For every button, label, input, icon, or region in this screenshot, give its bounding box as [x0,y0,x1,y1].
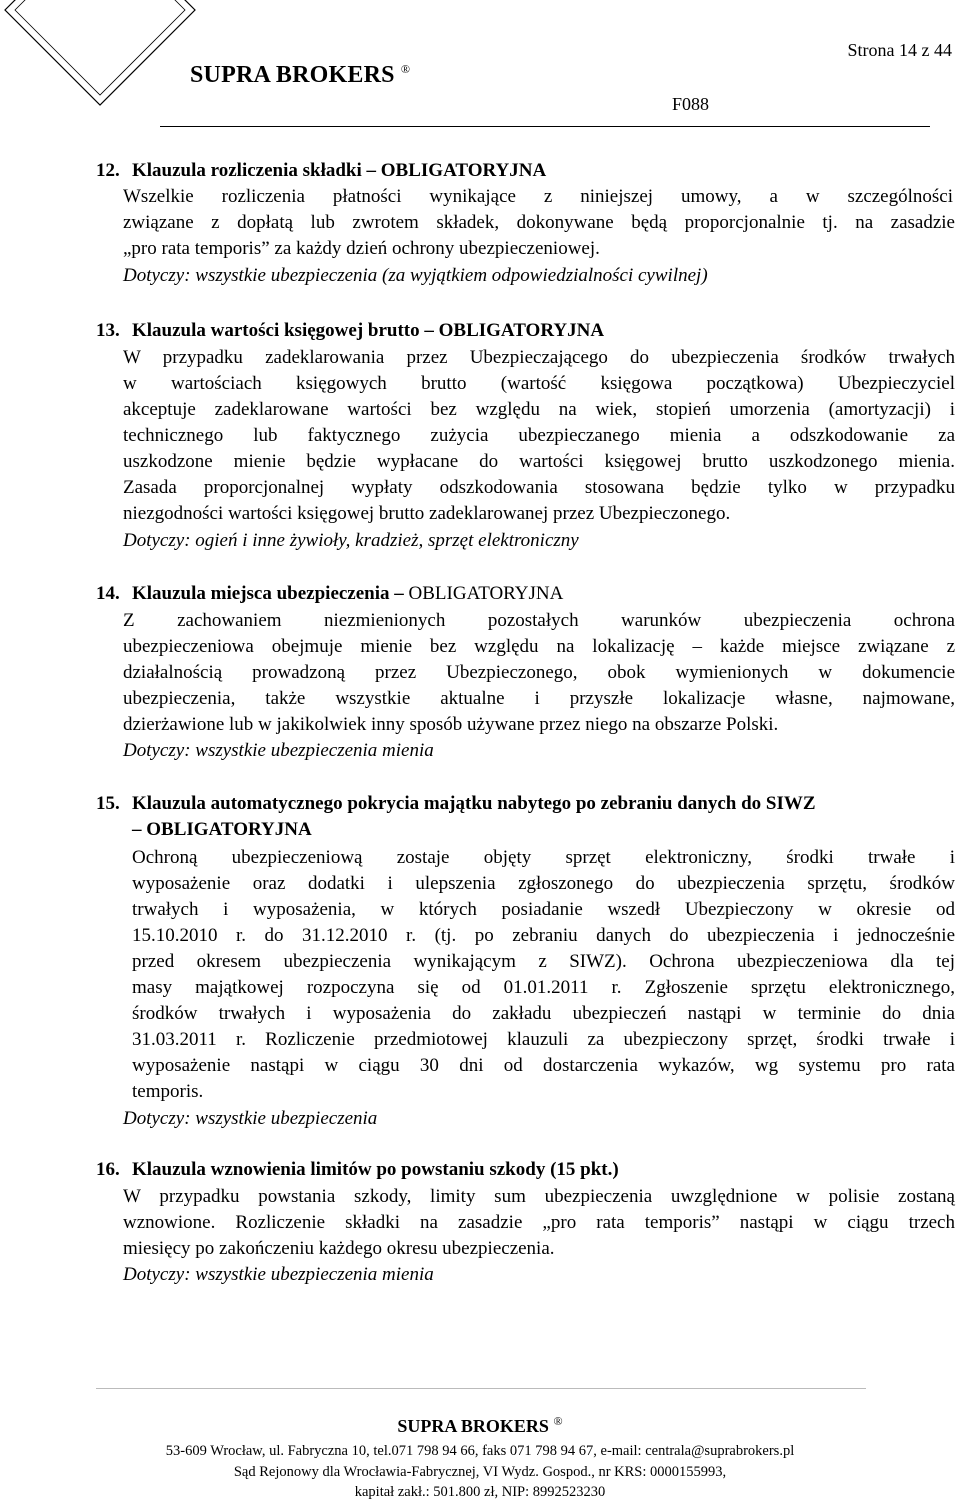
clause-text-line: przed okresem ubezpieczenia wynikającym z SIWZ). Ochrona ubezpieczeniowa dla tej [132,951,955,972]
clause-text-line: ubezpieczenia, także wszystkie aktualne i przyszłe lokalizacje własne, najmowane, [123,688,955,709]
clause-text-line: wyposażenie nastąpi w ciągu 30 dni od dostarczenia wykazów, wg systemu pro rata [132,1055,955,1076]
clause-title: Klauzula wartości księgowej brutto – OBLIGATORYJNA [132,320,605,341]
company-logo-diamond [0,0,200,175]
clause-title-continued: – OBLIGATORYJNA [132,819,312,840]
clause-applies: Dotyczy: wszystkie ubezpieczenia [123,1108,378,1129]
clause-text-line: Ochroną ubezpieczeniową zostaje objęty sprzęt elektroniczny, środki trwałe i [132,847,955,868]
clause-title: Klauzula wznowienia limitów po powstaniu szkody (15 pkt.) [132,1159,619,1180]
footer-rule [96,1388,866,1389]
registered-mark: ® [400,62,411,76]
clause-text-line: związane z dopłatą lub zwrotem składek, dokonywane będą proporcjonalnie tj. na zasadzie [123,212,955,233]
clause-text-line: „pro rata temporis” za każdy dzień ochrony ubezpieczeniowej. [123,238,600,259]
clause-text-line: Zasada proporcjonalnej wypłaty odszkodowania stosowana będzie tylko w przypadku [123,477,955,498]
clause-number: 15. [96,793,120,814]
clause-text-line: trwałych i wyposażenia, w których posiadanie wszedł Ubezpieczony w okresie od [132,899,955,920]
clause-title: Klauzula automatycznego pokrycia majątku nabytego po zebraniu danych do SIWZ [132,793,816,814]
clause-title: Klauzula miejsca ubezpieczenia – OBLIGATORYJNA [132,583,564,604]
clause-text-line: uszkodzone mienie będzie wypłacane do wartości księgowej brutto uszkodzonego mienia. [123,451,955,472]
clause-title: Klauzula rozliczenia składki – OBLIGATORYJNA [132,160,547,181]
clause-text-line: wyposażenie oraz dodatki i ulepszenia zgłoszonego do ubezpieczenia sprzętu, środków [132,873,955,894]
clause-text-line: niezgodności wartości księgowej brutto zadeklarowanej przez Ubezpieczonego. [123,503,731,524]
clause-text-line: W przypadku powstania szkody, limity sum ubezpieczenia uwzględnione w polisie zostaną [123,1186,955,1207]
clause-text-line: środków trwałych i wyposażenia do zakładu ubezpieczeń nastąpi w terminie do dnia [132,1003,955,1024]
clause-text-line: w wartościach księgowych brutto (wartość księgowa początkowa) Ubezpieczyciel [123,373,955,394]
clause-text-line: Wszelkie rozliczenia płatności wynikające z niniejszej umowy, a w szczególności [123,186,953,207]
clause-text-line: Z zachowaniem niezmienionych pozostałych warunków ubezpieczenia ochrona [123,610,955,631]
clause-number: 14. [96,583,120,604]
document-code: F088 [672,94,710,114]
clause-applies: Dotyczy: wszystkie ubezpieczenia mienia [123,1264,434,1285]
clause-text-line: masy majątkowej rozpoczyna się od 01.01.2011 r. Zgłoszenie sprzętu elektronicznego, [132,977,955,998]
clause-text-line: działalnością prowadzoną przez Ubezpieczonego, obok wymienionych w dokumencie [123,662,955,683]
registered-mark: ® [553,1414,563,1428]
clause-text-line: akceptuje zadeklarowane wartości bez względu na wiek, stopień umorzenia (amortyzacji) i [123,399,955,420]
header-brand: SUPRA BROKERS ® [190,62,411,88]
clause-text-line: 15.10.2010 r. do 31.12.2010 r. (tj. po zebraniu danych do ubezpieczenia i jednocześnie [132,925,955,946]
footer-address: 53-609 Wrocław, ul. Fabryczna 10, tel.071 798 94 66, faks 071 798 94 67, e-mail: centrala@suprabrokers.pl [165,1443,795,1459]
clause-text-line: technicznego lub faktycznego zużycia ubezpieczanego mienia a odszkodowanie za [123,425,955,446]
footer-court-registration: Sąd Rejonowy dla Wrocławia-Fabrycznej, VI Wydz. Gospod., nr KRS: 0000155993, [233,1464,727,1480]
clause-text-line: temporis. [132,1081,204,1102]
clause-text-line: dzierżawione lub w jakikolwiek inny sposób używane przez niego na obszarze Polski. [123,714,779,735]
page-number: Strona 14 z 44 [847,40,952,60]
clause-applies: Dotyczy: wszystkie ubezpieczenia mienia [123,740,434,761]
clause-applies: Dotyczy: wszystkie ubezpieczenia (za wyjątkiem odpowiedzialności cywilnej) [123,265,708,286]
clause-text-line: ubezpieczeniowa obejmuje mienie bez względu na lokalizację – każde miejsce związane z [123,636,955,657]
clause-text-line: 31.03.2011 r. Rozliczenie przedmiotowej klauzuli za ubezpieczony sprzęt, środki trwałe i [132,1029,955,1050]
clause-number: 13. [96,320,120,341]
clause-number: 16. [96,1159,120,1180]
footer-capital: kapitał zakł.: 501.800 zł, NIP: 8992523230 [354,1484,606,1500]
header-rule [160,126,930,127]
clause-text-line: miesięcy po zakończeniu każdego okresu ubezpieczenia. [123,1238,555,1259]
footer-brand: SUPRA BROKERS ® [397,1414,563,1436]
clause-text-line: W przypadku zadeklarowania przez Ubezpieczającego do ubezpieczenia środków trwałych [123,347,955,368]
clause-applies: Dotyczy: ogień i inne żywioły, kradzież, sprzęt elektroniczny [123,530,579,551]
clause-text-line: wznowione. Rozliczenie składki na zasadzie „pro rata temporis” nastąpi w ciągu trzech [123,1212,955,1233]
clause-number: 12. [96,160,120,181]
